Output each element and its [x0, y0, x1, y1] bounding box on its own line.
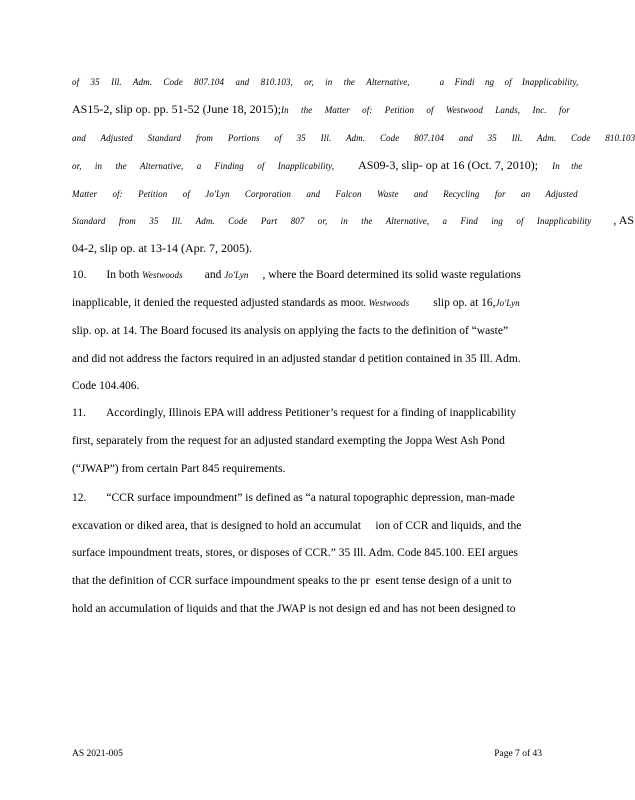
citation-text: AS09-3, slip- op at 16 (Oct. 7, 2010);	[358, 158, 539, 172]
body-text: Accordingly, Illinois EPA will address Petitioner’s request for a finding of inapplicability	[105, 407, 516, 419]
body-text: and	[204, 269, 222, 281]
body-text: first, separately from the request for an adjusted standard exempting the Joppa West Ash Pond	[72, 435, 505, 447]
case-name: Westwoods	[142, 270, 183, 280]
paragraph-10-line-2	[72, 296, 520, 310]
citation-text: In the	[552, 161, 583, 171]
body-text: inapplicable, it denied the requested adjusted standards as moo	[72, 297, 362, 309]
paragraph-12-line-2	[72, 519, 521, 533]
body-line-4	[72, 158, 582, 173]
paragraph-10-line-5	[72, 379, 139, 393]
body-text: hold an accumulation of liquids and that the JWAP is not design ed and has not been designed to	[72, 603, 516, 615]
paragraph-12-line-4	[72, 574, 511, 588]
paragraph-10-line-4	[72, 352, 521, 366]
body-line-3	[72, 131, 635, 145]
citation-text: or, in the Alternative, a Finding of Inapplicability,	[72, 161, 335, 171]
paragraph-11-line-2	[72, 434, 505, 448]
body-text: , where the Board determined its solid waste regulations	[262, 269, 521, 281]
paragraph-10-line-1	[72, 268, 521, 282]
case-name: Westwoods	[368, 298, 410, 308]
body-text: (“JWAP”) from certain Part 845 requirements.	[72, 463, 286, 475]
paragraph-12-line-5	[72, 602, 516, 616]
footer-page-number: Page 7 of 43	[494, 749, 542, 759]
body-line-1	[72, 75, 578, 89]
citation-text: , AS	[613, 213, 635, 227]
citation-text: Standard from 35 Ill. Adm. Code Part 807 or, in the Alternative, a Find ing of Inapplicability	[72, 216, 592, 226]
footer-docket-number: AS 2021-005	[72, 749, 123, 759]
case-name: Jo'Lyn	[224, 270, 249, 280]
paragraph-number: 10.	[72, 269, 87, 281]
body-line-5	[72, 187, 578, 201]
citation-text: Matter of: Petition of Jo'Lyn Corporation and Falcon Waste and Recycling for an Adjusted	[72, 189, 578, 199]
body-line-6	[72, 213, 634, 228]
citation-text: a Findi ng of Inapplicability,	[439, 77, 579, 87]
body-text: slip. op. at 14. The Board focused its analysis on applying the facts to the definition of “waste”	[72, 325, 509, 337]
paragraph-12-line-3	[72, 546, 518, 560]
paragraph-11-line-3	[72, 462, 285, 476]
paragraph-number: 11.	[72, 407, 86, 419]
body-text: slip op. at 16,	[433, 297, 496, 309]
paragraph-number: 12.	[72, 492, 87, 504]
body-text: and did not address the factors required in an adjusted standar d petition contained in 35 Ill. Adm.	[72, 353, 521, 365]
paragraph-12-line-1	[72, 491, 515, 505]
citation-text: AS15-2, slip op. pp. 51-52 (June 18, 2015);	[72, 102, 281, 116]
citation-text: of 35 Ill. Adm. Code 807.104 and 810.103, or, in the Alternative,	[72, 77, 410, 87]
citation-text: and Adjusted Standard from Portions of 35 Ill. Adm. Code 807.104 and 35 Ill. Adm. Code 810.103	[72, 133, 635, 143]
paragraph-11-line-1	[72, 406, 516, 420]
paragraph-10-line-3	[72, 324, 508, 338]
body-text: “CCR surface impoundment” is defined as “a natural topographic depression, man-made	[106, 492, 515, 504]
body-line-2	[72, 102, 570, 117]
body-text: that the definition of CCR surface impoundment speaks to the pr esent tense design of a unit to	[72, 575, 512, 587]
body-text: In both	[106, 269, 140, 281]
case-name: Jo'Lyn	[495, 298, 520, 308]
body-line-7	[72, 241, 252, 256]
body-text: excavation or diked area, that is designed to hold an accumulat ion of CCR and liquids, and the	[72, 520, 522, 532]
body-text: Code 104.406.	[72, 380, 140, 392]
citation-text: 04-2, slip op. at 13-14 (Apr. 7, 2005).	[72, 241, 252, 255]
citation-text: In the Matter of: Petition of Westwood Lands, Inc. for	[281, 105, 570, 115]
body-text: t.	[361, 298, 366, 308]
body-text: surface impoundment treats, stores, or disposes of CCR.” 35 Ill. Adm. Code 845.100. EEI argues	[72, 547, 518, 559]
